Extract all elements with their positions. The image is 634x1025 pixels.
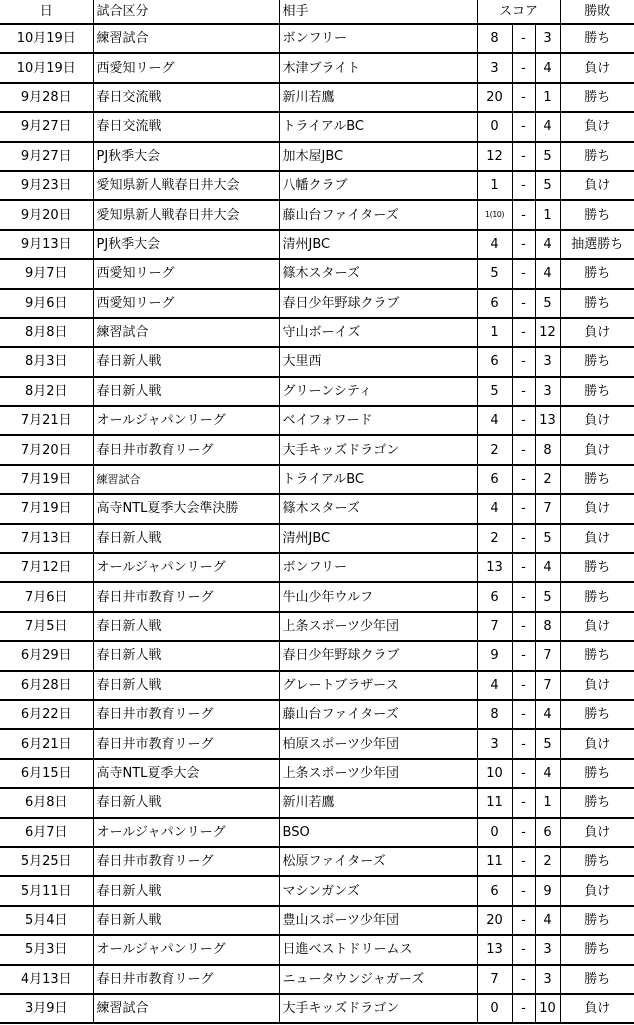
score-separator-cell: -: [512, 641, 535, 670]
category-cell: 西愛知リーグ: [93, 289, 279, 318]
result-cell: 勝ち: [560, 788, 634, 817]
category-cell: オールジャパンリーグ: [93, 406, 279, 435]
table-row: [0, 524, 634, 553]
date-cell: 10月19日: [0, 24, 93, 53]
result-cell: 勝ち: [560, 847, 634, 876]
score-for-cell: 8: [477, 24, 512, 53]
score-separator-cell: -: [512, 759, 535, 788]
score-for-cell: 4: [477, 230, 512, 259]
score-against-cell: 9: [535, 876, 560, 905]
opponent-cell: 新川若鷹: [279, 788, 477, 817]
date-cell: 7月19日: [0, 494, 93, 523]
result-cell: 負け: [560, 435, 634, 464]
date-cell: 9月6日: [0, 289, 93, 318]
score-against-cell: 8: [535, 435, 560, 464]
score-against-cell: 3: [535, 377, 560, 406]
score-separator-cell: -: [512, 347, 535, 376]
opponent-cell: トライアルBC: [279, 465, 477, 494]
category-cell: 愛知県新人戦春日井大会: [93, 200, 279, 229]
category-cell: 春日井市教育リーグ: [93, 729, 279, 758]
category-cell: 春日新人戦: [93, 876, 279, 905]
score-separator-cell: -: [512, 818, 535, 847]
category-cell: 春日新人戦: [93, 612, 279, 641]
result-cell: 勝ち: [560, 83, 634, 112]
score-for-cell: 0: [477, 994, 512, 1023]
score-for-cell: 9: [477, 641, 512, 670]
date-cell: 6月29日: [0, 641, 93, 670]
date-cell: 9月20日: [0, 200, 93, 229]
opponent-cell: 木津ブライト: [279, 53, 477, 82]
score-against-cell: 8: [535, 612, 560, 641]
result-cell: 勝ち: [560, 700, 634, 729]
opponent-cell: 篠木スターズ: [279, 494, 477, 523]
category-cell: 練習試合: [93, 24, 279, 53]
score-against-cell: 5: [535, 289, 560, 318]
category-cell: 春日交流戦: [93, 112, 279, 141]
opponent-cell: ボンフリー: [279, 553, 477, 582]
opponent-cell: 新川若鷹: [279, 83, 477, 112]
date-cell: 3月9日: [0, 994, 93, 1023]
score-for-cell: 12: [477, 142, 512, 171]
score-separator-cell: -: [512, 671, 535, 700]
score-for-cell: 6: [477, 582, 512, 611]
table-row: [0, 612, 634, 641]
score-separator-cell: -: [512, 83, 535, 112]
table-row: [0, 289, 634, 318]
result-cell: 勝ち: [560, 553, 634, 582]
score-separator-cell: -: [512, 524, 535, 553]
date-cell: 7月12日: [0, 553, 93, 582]
date-cell: 5月11日: [0, 876, 93, 905]
score-separator-cell: -: [512, 230, 535, 259]
header-score: スコア: [477, 0, 560, 24]
category-cell: 練習試合: [93, 318, 279, 347]
score-for-cell: 8: [477, 700, 512, 729]
result-cell: 負け: [560, 171, 634, 200]
category-cell: 春日新人戦: [93, 347, 279, 376]
result-cell: 勝ち: [560, 582, 634, 611]
opponent-cell: 清州JBC: [279, 230, 477, 259]
table-row: [0, 906, 634, 935]
result-cell: 負け: [560, 406, 634, 435]
score-separator-cell: -: [512, 700, 535, 729]
result-cell: 負け: [560, 671, 634, 700]
score-separator-cell: -: [512, 582, 535, 611]
category-cell: 練習試合: [93, 465, 279, 494]
score-against-cell: 2: [535, 465, 560, 494]
score-separator-cell: -: [512, 200, 535, 229]
header-date: 日: [0, 0, 93, 24]
score-for-cell: 11: [477, 847, 512, 876]
score-against-cell: 5: [535, 729, 560, 758]
category-cell: 春日井市教育リーグ: [93, 965, 279, 994]
result-cell: 勝ち: [560, 906, 634, 935]
score-against-cell: 4: [535, 759, 560, 788]
score-separator-cell: -: [512, 465, 535, 494]
score-for-cell: 0: [477, 112, 512, 141]
result-cell: 勝ち: [560, 465, 634, 494]
date-cell: 7月13日: [0, 524, 93, 553]
table-row: [0, 671, 634, 700]
header-result: 勝敗: [560, 0, 634, 24]
table-row: [0, 876, 634, 905]
score-against-cell: 4: [535, 259, 560, 288]
opponent-cell: 柏原スポーツ少年団: [279, 729, 477, 758]
date-cell: 6月7日: [0, 818, 93, 847]
table-row: [0, 142, 634, 171]
table-row: [0, 230, 634, 259]
score-separator-cell: -: [512, 24, 535, 53]
category-cell: 春日新人戦: [93, 641, 279, 670]
date-cell: 6月15日: [0, 759, 93, 788]
score-for-cell: 2: [477, 524, 512, 553]
opponent-cell: ニュータウンジャガーズ: [279, 965, 477, 994]
category-cell: 西愛知リーグ: [93, 53, 279, 82]
table-row: [0, 377, 634, 406]
result-cell: 負け: [560, 994, 634, 1023]
result-cell: 勝ち: [560, 289, 634, 318]
score-for-cell: 1: [477, 318, 512, 347]
score-for-cell: 6: [477, 347, 512, 376]
category-cell: オールジャパンリーグ: [93, 553, 279, 582]
category-cell: 春日新人戦: [93, 524, 279, 553]
table-row: [0, 759, 634, 788]
table-row: [0, 171, 634, 200]
score-separator-cell: -: [512, 553, 535, 582]
result-cell: 負け: [560, 818, 634, 847]
score-for-cell: 20: [477, 83, 512, 112]
score-separator-cell: -: [512, 935, 535, 964]
score-separator-cell: -: [512, 318, 535, 347]
result-cell: 勝ち: [560, 377, 634, 406]
result-cell: 勝ち: [560, 142, 634, 171]
category-cell: 春日井市教育リーグ: [93, 582, 279, 611]
table-body: [0, 24, 634, 1023]
score-against-cell: 3: [535, 935, 560, 964]
table-row: [0, 53, 634, 82]
opponent-cell: 藤山台ファイターズ: [279, 200, 477, 229]
score-against-cell: 5: [535, 582, 560, 611]
table-row: [0, 347, 634, 376]
opponent-cell: 守山ボーイズ: [279, 318, 477, 347]
score-for-cell: 5: [477, 259, 512, 288]
category-cell: 春日新人戦: [93, 788, 279, 817]
table-row: [0, 494, 634, 523]
category-cell: 春日新人戦: [93, 671, 279, 700]
score-for-cell: 4: [477, 671, 512, 700]
table-row: [0, 582, 634, 611]
score-against-cell: 1: [535, 83, 560, 112]
table-row: [0, 318, 634, 347]
date-cell: 9月13日: [0, 230, 93, 259]
opponent-cell: 大手キッズドラゴン: [279, 994, 477, 1023]
score-for-cell: 13: [477, 553, 512, 582]
score-separator-cell: -: [512, 142, 535, 171]
opponent-cell: 加木屋JBC: [279, 142, 477, 171]
category-cell: PJ秋季大会: [93, 142, 279, 171]
date-cell: 8月8日: [0, 318, 93, 347]
date-cell: 8月2日: [0, 377, 93, 406]
table-row: [0, 641, 634, 670]
score-against-cell: 5: [535, 524, 560, 553]
score-separator-cell: -: [512, 494, 535, 523]
score-against-cell: 3: [535, 24, 560, 53]
score-separator-cell: -: [512, 847, 535, 876]
score-for-cell: 1: [477, 171, 512, 200]
opponent-cell: 豊山スポーツ少年団: [279, 906, 477, 935]
score-against-cell: 10: [535, 994, 560, 1023]
opponent-cell: グリーンシティ: [279, 377, 477, 406]
date-cell: 5月4日: [0, 906, 93, 935]
score-for-cell: 7: [477, 965, 512, 994]
date-cell: 4月13日: [0, 965, 93, 994]
table-row: [0, 200, 634, 229]
score-against-cell: 4: [535, 230, 560, 259]
result-cell: 負け: [560, 612, 634, 641]
header-opponent: 相手: [279, 0, 477, 24]
result-cell: 抽選勝ち: [560, 230, 634, 259]
result-cell: 勝ち: [560, 24, 634, 53]
result-cell: 勝ち: [560, 965, 634, 994]
date-cell: 9月27日: [0, 112, 93, 141]
table-row: [0, 435, 634, 464]
opponent-cell: 清州JBC: [279, 524, 477, 553]
score-separator-cell: -: [512, 259, 535, 288]
result-cell: 負け: [560, 494, 634, 523]
result-cell: 負け: [560, 53, 634, 82]
score-for-cell: 3: [477, 53, 512, 82]
score-for-cell: 7: [477, 612, 512, 641]
score-separator-cell: -: [512, 406, 535, 435]
category-cell: 春日井市教育リーグ: [93, 847, 279, 876]
table-row: [0, 259, 634, 288]
date-cell: 5月3日: [0, 935, 93, 964]
score-against-cell: 13: [535, 406, 560, 435]
date-cell: 6月8日: [0, 788, 93, 817]
category-cell: 春日井市教育リーグ: [93, 435, 279, 464]
opponent-cell: ボンフリー: [279, 24, 477, 53]
date-cell: 10月19日: [0, 53, 93, 82]
score-against-cell: 1: [535, 788, 560, 817]
category-cell: 春日交流戦: [93, 83, 279, 112]
score-against-cell: 4: [535, 700, 560, 729]
table-row: [0, 847, 634, 876]
score-against-cell: 7: [535, 641, 560, 670]
score-against-cell: 4: [535, 906, 560, 935]
score-against-cell: 1: [535, 200, 560, 229]
date-cell: 9月23日: [0, 171, 93, 200]
result-cell: 勝ち: [560, 641, 634, 670]
date-cell: 6月21日: [0, 729, 93, 758]
score-separator-cell: -: [512, 289, 535, 318]
score-for-cell: 20: [477, 906, 512, 935]
score-separator-cell: -: [512, 906, 535, 935]
score-for-cell: 6: [477, 289, 512, 318]
opponent-cell: 春日少年野球クラブ: [279, 289, 477, 318]
result-cell: 勝ち: [560, 259, 634, 288]
category-cell: オールジャパンリーグ: [93, 935, 279, 964]
opponent-cell: 大手キッズドラゴン: [279, 435, 477, 464]
result-cell: 負け: [560, 876, 634, 905]
score-against-cell: 4: [535, 112, 560, 141]
score-against-cell: 2: [535, 847, 560, 876]
opponent-cell: ベイフォワード: [279, 406, 477, 435]
table-row: [0, 24, 634, 53]
score-against-cell: 5: [535, 171, 560, 200]
table-row: [0, 112, 634, 141]
table-row: [0, 83, 634, 112]
result-cell: 負け: [560, 524, 634, 553]
category-cell: 愛知県新人戦春日井大会: [93, 171, 279, 200]
opponent-cell: 松原ファイターズ: [279, 847, 477, 876]
score-against-cell: 3: [535, 347, 560, 376]
date-cell: 9月27日: [0, 142, 93, 171]
score-separator-cell: -: [512, 435, 535, 464]
category-cell: PJ秋季大会: [93, 230, 279, 259]
date-cell: 7月21日: [0, 406, 93, 435]
score-separator-cell: -: [512, 612, 535, 641]
table-row: [0, 788, 634, 817]
opponent-cell: グレートブラザース: [279, 671, 477, 700]
date-cell: 7月6日: [0, 582, 93, 611]
score-against-cell: 7: [535, 494, 560, 523]
opponent-cell: 篠木スターズ: [279, 259, 477, 288]
score-for-cell: 6: [477, 465, 512, 494]
score-separator-cell: -: [512, 788, 535, 817]
category-cell: 西愛知リーグ: [93, 259, 279, 288]
date-cell: 7月19日: [0, 465, 93, 494]
score-for-cell: 13: [477, 935, 512, 964]
opponent-cell: 日進ベストドリームス: [279, 935, 477, 964]
score-for-cell: 10: [477, 759, 512, 788]
result-cell: 負け: [560, 318, 634, 347]
score-for-cell: 6: [477, 876, 512, 905]
score-separator-cell: -: [512, 965, 535, 994]
opponent-cell: マシンガンズ: [279, 876, 477, 905]
score-for-cell: 1(10): [477, 200, 512, 229]
opponent-cell: トライアルBC: [279, 112, 477, 141]
opponent-cell: 八幡クラブ: [279, 171, 477, 200]
opponent-cell: 牛山少年ウルフ: [279, 582, 477, 611]
score-against-cell: 12: [535, 318, 560, 347]
table-row: [0, 729, 634, 758]
table-row: [0, 553, 634, 582]
score-against-cell: 3: [535, 965, 560, 994]
score-against-cell: 6: [535, 818, 560, 847]
date-cell: 9月28日: [0, 83, 93, 112]
date-cell: 9月7日: [0, 259, 93, 288]
date-cell: 6月22日: [0, 700, 93, 729]
result-cell: 勝ち: [560, 759, 634, 788]
date-cell: 6月28日: [0, 671, 93, 700]
score-separator-cell: -: [512, 876, 535, 905]
date-cell: 7月5日: [0, 612, 93, 641]
score-against-cell: 5: [535, 142, 560, 171]
table-row: [0, 700, 634, 729]
category-cell: 春日井市教育リーグ: [93, 700, 279, 729]
result-cell: 負け: [560, 729, 634, 758]
score-against-cell: 4: [535, 53, 560, 82]
score-separator-cell: -: [512, 53, 535, 82]
category-cell: 練習試合: [93, 994, 279, 1023]
header-row: [0, 0, 634, 24]
table-row: [0, 935, 634, 964]
score-separator-cell: -: [512, 729, 535, 758]
score-for-cell: 4: [477, 406, 512, 435]
table-row: [0, 818, 634, 847]
table-row: [0, 965, 634, 994]
score-against-cell: 7: [535, 671, 560, 700]
score-separator-cell: -: [512, 171, 535, 200]
result-cell: 勝ち: [560, 200, 634, 229]
score-for-cell: 0: [477, 818, 512, 847]
date-cell: 5月25日: [0, 847, 93, 876]
result-cell: 勝ち: [560, 347, 634, 376]
category-cell: 高寺NTL夏季大会準決勝: [93, 494, 279, 523]
opponent-cell: 上条スポーツ少年団: [279, 612, 477, 641]
opponent-cell: 藤山台ファイターズ: [279, 700, 477, 729]
score-for-cell: 4: [477, 494, 512, 523]
category-cell: 高寺NTL夏季大会: [93, 759, 279, 788]
score-for-cell: 11: [477, 788, 512, 817]
result-cell: 勝ち: [560, 935, 634, 964]
result-cell: 負け: [560, 112, 634, 141]
opponent-cell: 大里西: [279, 347, 477, 376]
category-cell: オールジャパンリーグ: [93, 818, 279, 847]
score-against-cell: 4: [535, 553, 560, 582]
score-for-cell: 3: [477, 729, 512, 758]
table-row: [0, 465, 634, 494]
date-cell: 8月3日: [0, 347, 93, 376]
header-category: 試合区分: [93, 0, 279, 24]
score-separator-cell: -: [512, 377, 535, 406]
opponent-cell: BSO: [279, 818, 477, 847]
category-cell: 春日新人戦: [93, 377, 279, 406]
score-for-cell: 2: [477, 435, 512, 464]
date-cell: 7月20日: [0, 435, 93, 464]
opponent-cell: 春日少年野球クラブ: [279, 641, 477, 670]
category-cell: 春日新人戦: [93, 906, 279, 935]
score-for-cell: 5: [477, 377, 512, 406]
table-row: [0, 994, 634, 1023]
opponent-cell: 上条スポーツ少年団: [279, 759, 477, 788]
score-separator-cell: -: [512, 994, 535, 1023]
score-separator-cell: -: [512, 112, 535, 141]
table-row: [0, 406, 634, 435]
